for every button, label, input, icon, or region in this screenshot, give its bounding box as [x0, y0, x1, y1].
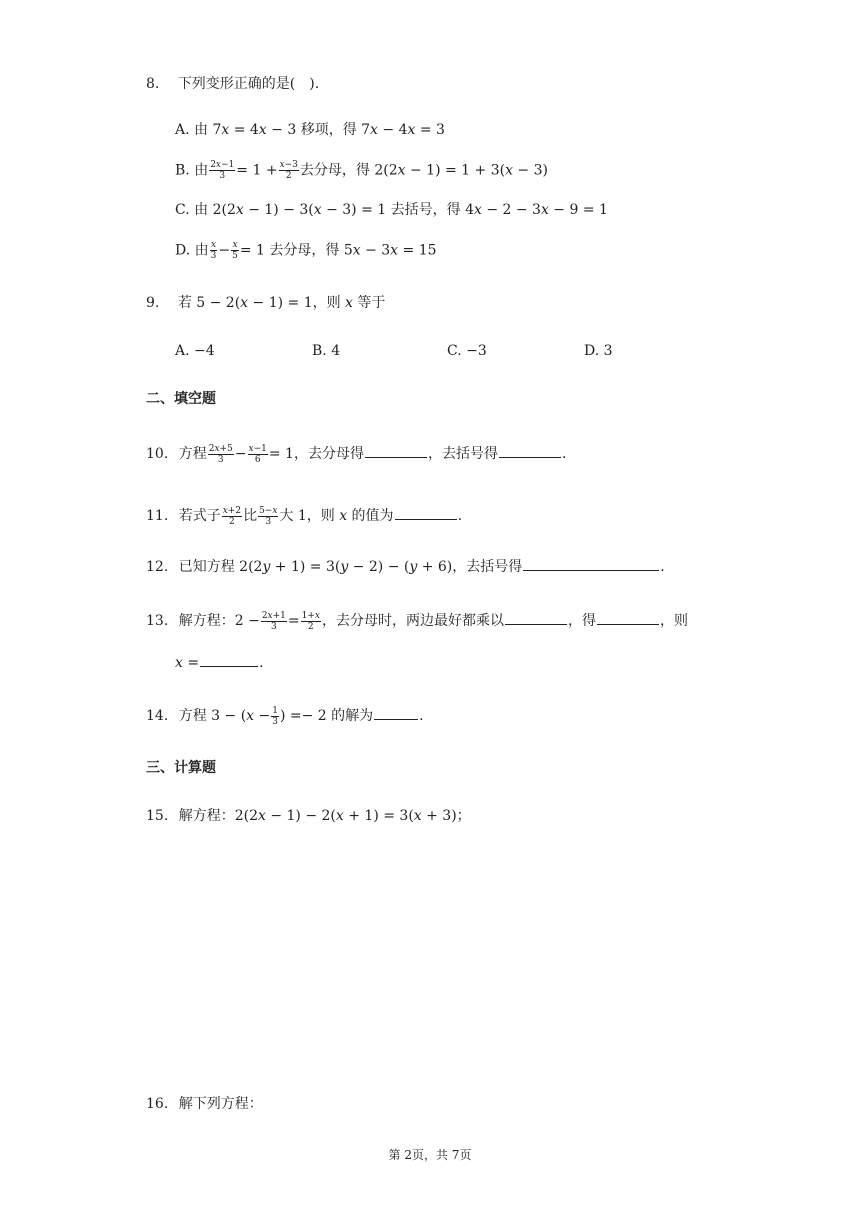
fraction: $\frac{\text{2𝑥+1}}{3}$ — [261, 610, 286, 632]
question-text: 大 1，则 𝑥 的值为 — [279, 508, 394, 524]
question-text: 方程 3 − (𝑥 − — [178, 708, 271, 724]
option-text: 由 7𝑥 = 4𝑥 − 3 移项，得 7𝑥 − 4𝑥 = 3 — [194, 122, 445, 138]
question-text: ，去括号得 — [427, 446, 498, 462]
answer-blank[interactable] — [597, 610, 659, 625]
question-number: 16. — [146, 1096, 169, 1112]
question-text: 已知方程 2(2𝑦 + 1) = 3(𝑦 − 2) − (𝑦 + 6)，去括号得 — [178, 559, 523, 575]
question-text: 方程 — [178, 446, 207, 462]
fraction: $\frac{\text{1+𝑥}}{2}$ — [301, 610, 320, 632]
fraction: $\frac{\text{𝑥−1}}{6}$ — [248, 443, 267, 465]
option-label: B. — [175, 162, 190, 179]
question-text: 𝑥 = — [175, 655, 200, 671]
answer-blank[interactable] — [365, 443, 427, 458]
question-10 — [146, 443, 566, 465]
option-label: D. — [175, 242, 191, 259]
question-text: 若式子 — [178, 508, 221, 524]
question-text: ，得 — [567, 613, 596, 629]
fraction: $\frac{\text{𝑥+2}}{2}$ — [222, 505, 242, 527]
option-c — [175, 200, 608, 220]
question-text: . — [259, 655, 264, 671]
question-number: 15. — [146, 808, 169, 824]
question-text: − — [234, 446, 247, 462]
option-label: C. — [175, 202, 190, 218]
question-number: 13. — [146, 613, 169, 629]
question-text: 解方程：2 − — [178, 613, 260, 629]
question-text: . — [457, 508, 463, 524]
question-text: 解下列方程： — [178, 1096, 263, 1112]
option-text: 由 — [194, 242, 209, 259]
option-b: B. 4 — [312, 343, 341, 359]
option-a: A. −4 — [175, 343, 215, 359]
question-14 — [146, 705, 424, 727]
question-13 — [146, 610, 688, 632]
question-text: 比 — [243, 508, 258, 524]
question-text: ，去分母时，两边最好都乘以 — [321, 613, 504, 629]
question-number: 9. — [146, 295, 160, 311]
question-number: 8. — [146, 76, 160, 92]
answer-blank[interactable] — [499, 443, 561, 458]
question-stem: 下列变形正确的是( ). — [177, 76, 320, 92]
question-text: . — [660, 559, 665, 575]
question-11 — [146, 505, 462, 527]
answer-blank[interactable] — [505, 610, 567, 625]
question-text: . — [561, 446, 567, 462]
option-text: = 1 去分母，得 5𝑥 − 3𝑥 = 15 — [239, 242, 437, 259]
fraction: $\frac{\text{2𝑥−1}}{3}$ — [210, 160, 235, 181]
question-text: ，则 — [659, 613, 688, 629]
fraction: $\frac{\text{5−𝑥}}{3}$ — [259, 505, 278, 527]
question-13-continued — [175, 652, 264, 673]
section-heading-calculation: 三、计算题 — [146, 760, 216, 776]
answer-blank[interactable] — [523, 556, 659, 571]
question-number: 10. — [146, 446, 169, 462]
question-8 — [146, 74, 319, 94]
question-text: ) =− 2 的解为 — [279, 708, 374, 724]
question-text: 解方程：2(2𝑥 − 1) − 2(𝑥 + 1) = 3(𝑥 + 3)； — [178, 808, 471, 824]
question-number: 14. — [146, 708, 169, 724]
question-stem: 若 5 − 2(𝑥 − 1) = 1，则 𝑥 等于 — [177, 295, 386, 311]
question-16 — [146, 1094, 263, 1114]
question-12 — [146, 556, 665, 577]
fraction: $\frac{\text{2𝑥+5}}{3}$ — [208, 443, 233, 465]
option-text: − — [218, 242, 231, 259]
answer-blank[interactable] — [395, 505, 457, 520]
section-heading-fill-in: 二、填空题 — [146, 391, 216, 407]
fraction: $\frac{\text{𝑥}}{3}$ — [210, 240, 217, 261]
question-number: 12. — [146, 559, 169, 575]
option-b — [175, 160, 548, 181]
answer-blank[interactable] — [200, 652, 258, 667]
option-a — [175, 120, 445, 140]
option-text: 由 2(2𝑥 − 1) − 3(𝑥 − 3) = 1 去括号，得 4𝑥 − 2 − 3𝑥 − 9 = 1 — [194, 202, 608, 218]
option-text: 去分母，得 2(2𝑥 − 1) = 1 + 3(𝑥 − 3) — [299, 162, 548, 179]
fraction: $\frac{1}{3}$ — [272, 705, 278, 727]
option-label: A. — [175, 122, 190, 138]
question-15 — [146, 806, 471, 826]
question-number: 11. — [146, 508, 169, 524]
answer-blank[interactable] — [374, 705, 418, 720]
option-text: 由 — [194, 162, 209, 179]
fraction: $\frac{\text{𝑥}}{5}$ — [232, 240, 238, 261]
question-text: = 1，去分母得 — [268, 446, 364, 462]
option-d — [175, 240, 437, 261]
question-text: = — [287, 613, 300, 629]
page-footer: 第 2页，共 7页 — [388, 1148, 472, 1162]
option-c: C. −3 — [447, 343, 487, 359]
question-text: . — [419, 708, 424, 724]
question-9 — [146, 293, 385, 313]
fraction: $\frac{\text{𝑥−3}}{2}$ — [279, 160, 298, 181]
option-text: = 1 + — [236, 162, 278, 179]
option-d: D. 3 — [584, 343, 613, 359]
